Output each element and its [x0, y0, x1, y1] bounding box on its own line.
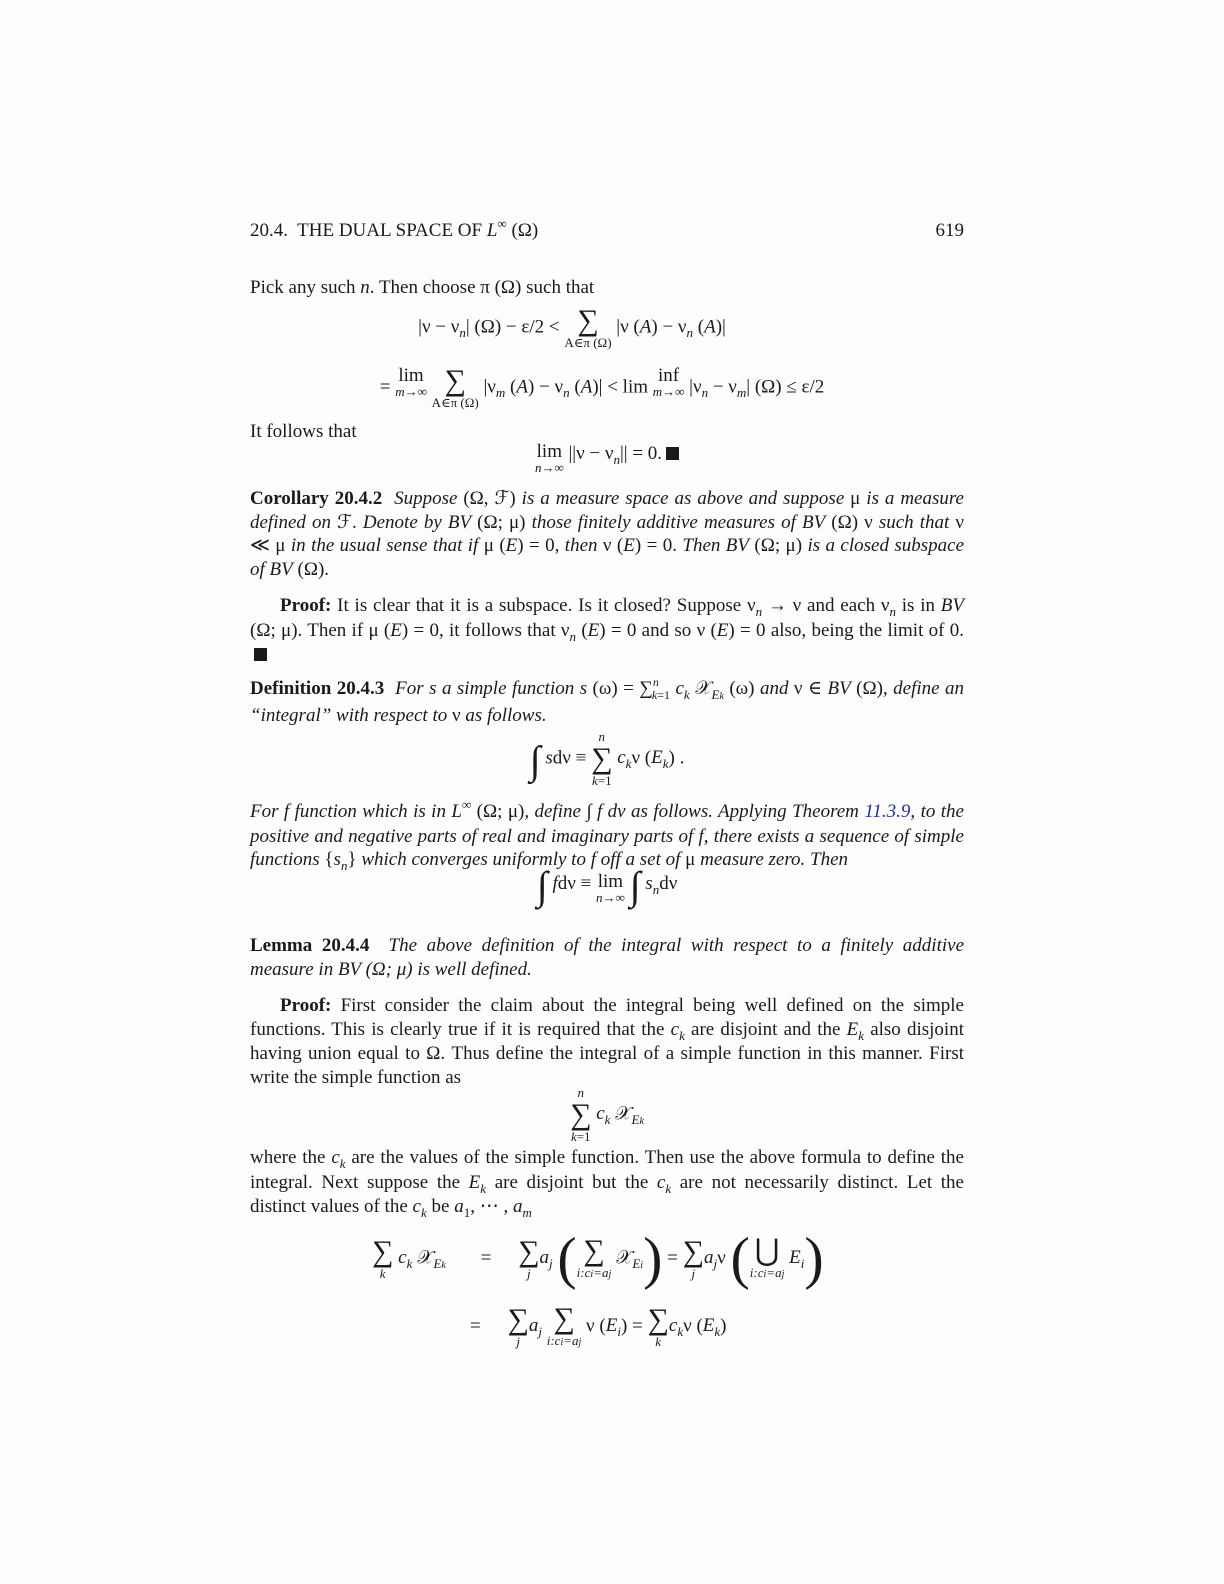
equation-6-line-2: = ∑ j $a_j$ ∑ i:ci=aj ν $(E_i)$ = ∑ k $c_k\nu$ $(E_k)$ [470, 1302, 727, 1349]
page-number: 619 [935, 220, 964, 241]
running-head [250, 216, 964, 244]
paragraph-it-follows: It follows that [250, 421, 357, 442]
paragraph-pick-n: Pick any such n. Then choose π (Ω) such that [250, 277, 595, 298]
proof-corollary: Proof: It is clear that it is a subspace. Is it closed? Suppose $\nu_n \to \nu$ and each $\nu_n$ is in BV (Ω; μ). Then if μ (E) = 0, it follows that $\nu_n$ (E) = 0 and so ν (E) = 0 also, being the limit of 0. [250, 594, 964, 667]
corollary-20-4-2: Corollary 20.4.2 Suppose (Ω, ℱ) is a measure space as above and suppose μ is a measure defined on ℱ. Denote by BV (Ω; μ) those finitely additive measures of BV (Ω) ν such that ν ≪ μ in the usual sense that if μ (E) = 0, then ν (E) = 0. Then BV (Ω; μ) is a closed subspace of BV (Ω). [250, 488, 965, 580]
definition-20-4-3: Definition 20.4.3 For s a simple function s (ω) = ∑$^n_{k=1}$ $c_k$ 𝒳$_{Ek}$ (ω) and ν ∈ BV (Ω), define an “integral” with respect to ν as follows. [250, 675, 965, 726]
equation-2: lim n→∞ $||\nu - \nu_n|| = 0$. [250, 442, 964, 474]
equation-1-line-2: = lim m→∞ ∑ A∈π (Ω) $|\nu_m$ $(A) - \nu_n$ (A)| < lim inf m→∞ $|\nu_n - \nu_m|$ (Ω) ≤ ε/2 [379, 364, 825, 410]
section-title: 20.4. THE DUAL SPACE OF L∞ (Ω) [250, 216, 539, 241]
equation-6-line-1: ∑ k $c_k$ 𝒳$_{Ek}$ = ∑ j $a_j$ ( ∑ i:ci=aj 𝒳$_{Ei}$) = ∑ j $a_j\nu$ ( ⋃ i:ci=aj $E_i$) [372, 1225, 824, 1291]
lemma-20-4-4: Lemma 20.4.4 The above definition of the integral with respect to a finitely additive measure in BV (Ω; μ) is well defined. [250, 935, 965, 980]
theorem-ref-link[interactable]: 11.3.9 [864, 801, 911, 822]
equation-5: n ∑ k=1 $c_k$ 𝒳$_{Ek}$ [570, 1085, 644, 1144]
qed-square-icon [666, 447, 679, 460]
paragraph-integral-definition: For f function which is in L∞ (Ω; μ), define ∫ f dν as follows. Applying Theorem 11.3.9, to the positive and negative parts of real and imaginary parts of f, there exists a sequence of simple functions $\{s_n\}$ which converges uniformly to f off a set of μ measure zero. Then [250, 797, 964, 874]
paragraph-distinct-values: where the $c_k$ are the values of the simple function. Then use the above formula to define the integral. Next suppose the $E_k$ are disjoint but the $c_k$ are not necessarily distinct. Let the distinct values of the $c_k$ be $a_1$, ⋯ , $a_m$ [250, 1147, 964, 1221]
equation-3: ∫ sdν ≡ n ∑ k=1 $c_k\nu$ $(E_k)$ . [529, 729, 685, 788]
qed-square-icon [254, 648, 267, 661]
proof-lemma: Proof: First consider the claim about the integral being well defined on the simple functions. This is clearly true if it is required that the $c_k$ are disjoint and the $E_k$ also disjoint having union equal to Ω. Thus define the integral of a simple function in this manner. First write the simple function as [250, 995, 964, 1088]
equation-4: ∫ fdν ≡ lim n→∞ ∫ $s_nd\nu$ [536, 863, 678, 908]
equation-1-line-1: $|\nu - \nu_n|$ (Ω) − ε/2 < ∑ A∈π (Ω) |ν $(A) - \nu_n$ (A)| [418, 304, 726, 350]
